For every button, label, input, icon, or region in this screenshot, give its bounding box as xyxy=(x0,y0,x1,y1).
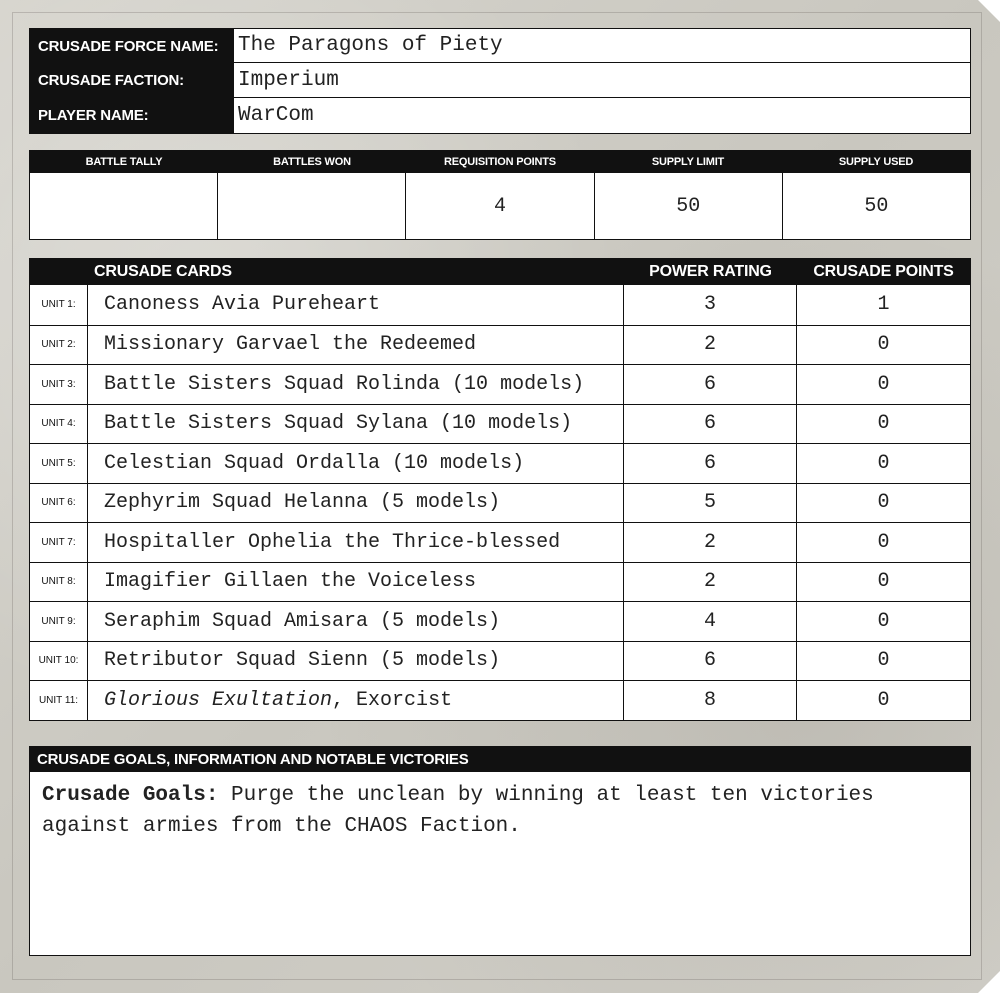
power-rating-field[interactable]: 6 xyxy=(624,365,797,404)
tally-value-row xyxy=(30,173,970,239)
faction-field[interactable]: Imperium xyxy=(226,64,970,98)
unit-number-label: UNIT 1: xyxy=(30,285,88,325)
power-rating-field[interactable]: 2 xyxy=(624,326,797,365)
battle-tally-table xyxy=(29,150,971,240)
faction-label: CRUSADE FACTION: xyxy=(30,64,234,99)
requisition-points-field[interactable]: 4 xyxy=(405,173,593,239)
battle-tally-header: BATTLE TALLY xyxy=(85,156,163,168)
unit-number-label: UNIT 5: xyxy=(30,444,88,483)
power-rating-field[interactable]: 6 xyxy=(624,444,797,483)
crusade-points-field[interactable]: 0 xyxy=(877,491,890,515)
force-info-table xyxy=(29,28,971,134)
unit-name-field[interactable] xyxy=(88,602,624,641)
unit-name-field[interactable] xyxy=(88,405,624,444)
unit-name-field[interactable] xyxy=(88,365,624,404)
force-name-label: CRUSADE FORCE NAME: xyxy=(30,29,234,64)
unit-name-field[interactable] xyxy=(88,523,624,562)
power-rating-field[interactable]: 4 xyxy=(624,602,797,641)
power-rating-header: POWER RATING xyxy=(649,263,772,280)
requisition-points-header: REQUISITION POINTS xyxy=(444,156,556,168)
cards-header-row xyxy=(30,259,970,285)
supply-limit-field[interactable]: 50 xyxy=(594,173,782,239)
crusade-points-field[interactable]: 0 xyxy=(877,609,890,633)
supply-used-field[interactable]: 50 xyxy=(782,173,970,239)
unit-name: Retributor Squad Sienn (5 models) xyxy=(104,649,501,673)
unit-row xyxy=(30,285,970,325)
unit-row xyxy=(30,325,970,365)
crusade-cards-header: CRUSADE CARDS xyxy=(94,263,232,280)
unit-row xyxy=(30,641,970,681)
unit-number-label: UNIT 2: xyxy=(30,326,88,365)
unit-row xyxy=(30,483,970,523)
power-rating-field[interactable]: 2 xyxy=(624,523,797,562)
crusade-goals-box xyxy=(29,746,971,956)
unit-name: Missionary Garvael the Redeemed xyxy=(104,333,477,357)
crusade-cards-table xyxy=(29,258,971,721)
player-name-label: PLAYER NAME: xyxy=(30,98,234,133)
unit-row xyxy=(30,443,970,483)
battles-won-field[interactable] xyxy=(217,173,405,239)
crusade-points-field[interactable]: 0 xyxy=(877,372,890,396)
power-rating-field[interactable]: 5 xyxy=(624,484,797,523)
crusade-points-field[interactable]: 0 xyxy=(877,451,890,475)
unit-name-field[interactable] xyxy=(88,681,624,720)
unit-name: Battle Sisters Squad Rolinda (10 models) xyxy=(104,372,585,396)
goals-header: CRUSADE GOALS, INFORMATION AND NOTABLE VICTORIES xyxy=(30,747,970,772)
unit-row xyxy=(30,601,970,641)
unit-number-label: UNIT 8: xyxy=(30,563,88,602)
unit-number-label: UNIT 10: xyxy=(30,642,88,681)
crusade-points-field[interactable]: 0 xyxy=(877,649,890,673)
unit-row xyxy=(30,364,970,404)
unit-row xyxy=(30,522,970,562)
unit-name: Celestian Squad Ordalla (10 models) xyxy=(104,451,525,475)
power-rating-field[interactable]: 6 xyxy=(624,642,797,681)
unit-name-italic: Glorious Exultation xyxy=(104,688,333,712)
unit-name: Canoness Avia Pureheart xyxy=(104,293,381,317)
crusade-points-field[interactable]: 0 xyxy=(877,688,890,712)
unit-name: Hospitaller Ophelia the Thrice-blessed xyxy=(104,530,561,554)
cards-rows xyxy=(30,285,970,720)
unit-name-field[interactable] xyxy=(88,642,624,681)
crusade-points-header: CRUSADE POINTS xyxy=(813,263,954,280)
goals-lead: Crusade Goals: xyxy=(42,784,219,807)
unit-number-label: UNIT 7: xyxy=(30,523,88,562)
unit-name: Battle Sisters Squad Sylana (10 models) xyxy=(104,412,573,436)
crusade-points-field[interactable]: 0 xyxy=(877,333,890,357)
tally-header-row xyxy=(30,151,970,173)
power-rating-field[interactable]: 6 xyxy=(624,405,797,444)
unit-name-field[interactable] xyxy=(88,444,624,483)
crusade-points-field[interactable]: 0 xyxy=(877,412,890,436)
unit-number-label: UNIT 11: xyxy=(30,681,88,720)
unit-number-label: UNIT 9: xyxy=(30,602,88,641)
supply-used-header: SUPPLY USED xyxy=(838,156,914,168)
battles-won-header: BATTLES WON xyxy=(273,156,351,168)
power-rating-field[interactable]: 8 xyxy=(624,681,797,720)
unit-number-label: UNIT 6: xyxy=(30,484,88,523)
unit-name-field[interactable] xyxy=(88,563,624,602)
goals-text-area[interactable] xyxy=(30,772,970,842)
battle-tally-field[interactable] xyxy=(30,173,217,239)
crusade-points-field[interactable]: 0 xyxy=(877,530,890,554)
unit-number-label: UNIT 4: xyxy=(30,405,88,444)
unit-name: Seraphim Squad Amisara (5 models) xyxy=(104,609,501,633)
unit-name: Zephyrim Squad Helanna (5 models) xyxy=(104,491,501,515)
unit-number-label: UNIT 3: xyxy=(30,365,88,404)
power-rating-field[interactable]: 2 xyxy=(624,563,797,602)
force-name-field[interactable]: The Paragons of Piety xyxy=(226,29,970,63)
unit-row xyxy=(30,680,970,720)
goals-text: Purge the unclean by winning at least ten victories against armies from the CHAOS Faction. xyxy=(42,784,874,838)
unit-name: , Exorcist xyxy=(332,688,453,712)
power-rating-field[interactable]: 3 xyxy=(624,285,797,325)
unit-name-field[interactable] xyxy=(88,285,624,325)
crusade-points-field[interactable]: 1 xyxy=(877,293,890,317)
supply-limit-header: SUPPLY LIMIT xyxy=(651,156,725,168)
unit-name: Imagifier Gillaen the Voiceless xyxy=(104,570,477,594)
crusade-points-field[interactable]: 0 xyxy=(877,570,890,594)
unit-row xyxy=(30,562,970,602)
player-name-field[interactable]: WarCom xyxy=(238,103,314,127)
unit-name-field[interactable] xyxy=(88,326,624,365)
unit-row xyxy=(30,404,970,444)
unit-name-field[interactable] xyxy=(88,484,624,523)
